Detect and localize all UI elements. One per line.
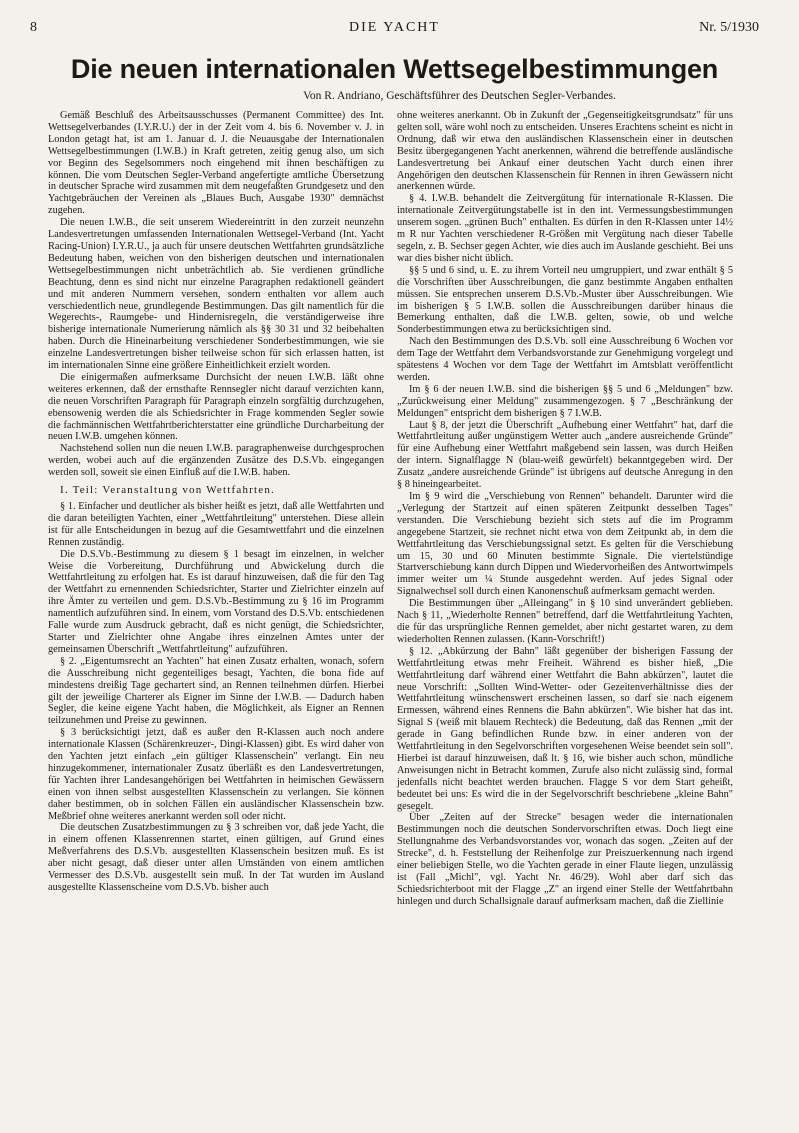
- running-header: [30, 20, 759, 40]
- paragraph: § 12. „Abkürzung der Bahn" läßt gegenüber der bisherigen Fassung der Wettfahrtleitung etwas mehr Freiheit. Während es bisher hieß, „Die Wettfahrtleitung darf während einer Wettfahrt die Bahn abkürzen", lautet die neue Vorschrift: „Sollten Wind-Wetter- oder Gezeitenverhältnisse dies der Wettfahrtleitung wünschenswert erscheinen lassen, so darf sie nach eigenem Ermessen, während eines Rennens die Bahn abkürzen". Wie bisher hat das int. Signal S (weiß mit blauem Rechteck) die Bedeutung, daß das Rennen „mit der gerade in Gang befindlichen Runde bzw. in einer anderen von der Wettfahrtleitung in den Segelvorschriften vorgesehenen Weise beendet sein soll". Hierbei ist darauf hinzuweisen, daß lt. § 16, wie bisher auch schon, mündliche Anweisungen nicht in Betracht kommen, Zurufe also nicht zulässig sind, formal jedenfalls nicht beachtet werden brauchen. Flagge S vor dem Start geheißt, bedeutet bei uns: Es wird die in der Segelvorschrift beschriebene „kleine Bahn" gesegelt.: [397, 645, 733, 812]
- magazine-title: DIE YACHT: [349, 20, 440, 35]
- paragraph: § 4. I.W.B. behandelt die Zeitvergütung für internationale R-Klassen. Die internationale Zeitvergütungstabelle ist in den int. Vermessungsbestimmungen unserem sogen. „grünen Buch" enthalten. Es dürfen in den R-Klassen unter 14½ m R nur Yachten verschiedener R-Größen mit Vergütung nach dieser Tabelle segeln, z. B. Sechser gegen Achter, wie dies auch im Auslande geschieht. Bei uns war dies bisher nicht üblich.: [397, 193, 733, 264]
- paragraph: Im § 9 wird die „Verschiebung von Rennen" behandelt. Darunter wird die „Verlegung der Startzeit auf einen späteren Zeitpunkt desselben Tages" verstanden. Die Verschiebung bezieht sich stets auf die im Programm angegebene Startzeit, sie rechnet nicht etwa von dem Zeitpunkt ab, in dem die Wettfahrtleitung das Verschiebungssignal setzt. Es gelten für die Verschiebung um 15, 30 und 60 Minuten bestimmte Signale. Die viertelstündige Startverschiebung kann durch Dippen und Wiedervorheißen des Antwortwimpels immer weiter um ¼ Stunde ausgedehnt werden. Auf jedes Signal oder Signalwechsel soll durch einen Kanonenschuß aufmerksam gemacht werden.: [397, 491, 733, 598]
- paragraph: Die einigermaßen aufmerksame Durchsicht der neuen I.W.B. läßt ohne weiteres erkennen, daß der ernsthafte Rennsegler nicht darauf verzichten kann, die neuen Vorschriften Paragraph für Paragraph einzeln sorgfältig durchzugehen, ebensowenig werden die als Schiedsrichter in Frage kommenden Segler sowie die fachmännischen Wettfahrtberichterstatter eine gründliche Durcharbeitung der neuen I.W.B. umgehen können.: [48, 371, 384, 443]
- paragraph: Die deutschen Zusatzbestimmungen zu § 3 schreiben vor, daß jede Yacht, die in einem offenen Klassenrennen startet, einen gültigen, auf Grund eines Meßverfahrens des D.S.Vb. ausgestellten Klassenschein besitzen muß. Es ist aber nicht gesagt, daß dieser unter allen Umständen von einem amtlichen Vermesser des D.S.Vb. ausgestellt sein muß. In der Tat wurden im Ausland ausgestellte Klassenscheine vom D.S.Vb. bisher auch: [48, 822, 384, 893]
- article-title: Die neuen internationalen Wettsegelbestimmungen: [70, 54, 719, 84]
- paragraph: Die neuen I.W.B., die seit unserem Wiedereintritt in den zurzeit neunzehn Landesvertretungen umfassenden Internationalen Wettsegel-Verband (Int. Yacht Racing-Union) I.Y.R.U., ja auch für unsere deutschen Wettfahrten grundsätzliche Bedeutung haben, weichen von den bisherigen deutschen und internationalen Wettsegelbestimmungen nicht unbeträchtlich ab. Sie verdienen gründliche Beachtung, denn es sind nicht nur einzelne Paragraphen redaktionell geändert und mit anderen Nummern versehen, sondern enthalten vor allem auch verschiedentlich neue, grundlegende Bestimmungen. Das gilt namentlich für die Wegerechts-, Raumgebe- und Hindernisregeln, die verständigerweise ihre bisherige internationale Numerierung nämlich als §§ 30 31 und 32 beibehalten haben. Durch die Hineinarbeitung verschiedener Sonderbestimmungen, wie sie einzelne Landesvertretungen bisher teilweise schon für sich erlassen hatten, ist im internationalen Sinne eine größere Einheitlichkeit erzielt worden.: [48, 217, 384, 372]
- section-heading: I. Teil: Veranstaltung von Wettfahrten.: [60, 484, 275, 497]
- article-byline: Von R. Andriano, Geschäftsführer des Deutschen Segler-Verbandes.: [303, 90, 616, 102]
- paragraph: § 1. Einfacher und deutlicher als bisher heißt es jetzt, daß alle Wettfahrten und die daran beteiligten Yachten, einer „Wettfahrtleitung" unterstehen. Diese allein ist für alle Entscheidungen in bezug auf die Gesamtwettfahrt und die einzelnen Rennen zuständig.: [48, 501, 384, 548]
- paragraph: Gemäß Beschluß des Arbeitsausschusses (Permanent Committee) des Int. Wettsegelverbandes (I.Y.R.U.) der in der Zeit vom 4. bis 6. November v. J. in London getagt hat, ist am 1. Januar d. J. die Neuausgabe der Internationalen Wettsegelbestimmungen (I.W.B.) in Kraft getreten, zeitig genug also, um sich vor Beginn des Segelsommers noch eingehend mit ihnen beschäftigen zu können. Die vom Deutschen Segler-Verband angefertigte amtliche Übersetzung in deutscher Sprache wird zusammen mit dem neugefaßten Grundgesetz und den Yachtgebräuchen der Vereinen als „Blaues Buch, Ausgabe 1930" demnächst zugehen.: [48, 110, 384, 217]
- paragraph: ohne weiteres anerkannt. Ob in Zukunft der „Gegenseitigkeitsgrundsatz" für uns gelten soll, wäre wohl noch zu entscheiden. Unseres Erachtens scheint es nicht in Ordnung, daß wir etwa den ausländischen Klassenschein einer in deutschen Besitz übergegangenen Yacht anerkennen, während die betreffende ausländische Landesvertretung bei Ankauf einer deutschen Yacht durch einen ihrer Angehörigen den deutschen Klassenschein für Rennen in ihren Gewässern nicht anerkennen würde.: [397, 110, 733, 193]
- paragraph: §§ 5 und 6 sind, u. E. zu ihrem Vorteil neu umgruppiert, und zwar enthält § 5 die Vorschriften über Ausschreibungen, die ganz bestimmte Angaben enthalten müssen. Sie entsprechen unserem D.S.Vb.-Muster über Ausschreibungen. Wie im bisherigen § 5 I.W.B. sollen die Ausschreibungen darüber hinaus die Bemerkung enthalten, daß die I.W.B. gelten, sowie, ob und welche Sonderbestimmungen etwa zu berücksichtigen sind.: [397, 264, 733, 336]
- paragraph: Laut § 8, der jetzt die Überschrift „Aufhebung einer Wettfahrt" hat, darf die Wettfahrtleitung außer ungünstigem Wetter auch „andere ausreichende Gründe" für eine Aufhebung einer Wettfahrt maßgebend sein lassen, was durch Heißen der intern. Signalflagge N (blau-weiß gewürfelt) bekanntgegeben wird. Der Zusatz „andere ausreichende Gründe" ist übrigens auf deutsche Anregung in den § 8 hineingearbeitet.: [397, 419, 733, 491]
- left-column: [48, 110, 384, 894]
- paragraph: Die Bestimmungen über „Alleingang" in § 10 sind unverändert geblieben. Nach § 11, „Wiederholte Rennen" betreffend, darf die Wettfahrtleitung Yachten, die für das ursprüngliche Rennen gemeldet, aber nicht gestartet waren, zu dem wiederholten Rennen zulassen. (Kann-Vorschrift!): [397, 598, 733, 645]
- paragraph: Im § 6 der neuen I.W.B. sind die bisherigen §§ 5 und 6 „Meldungen" bzw. „Zurückweisung einer Meldung" zusammengezogen. § 7 „Beschränkung der Meldungen" entspricht dem bisherigen § 7 I.W.B.: [397, 383, 733, 419]
- paragraph: § 3 berücksichtigt jetzt, daß es außer den R-Klassen auch noch andere internationale Klassen (Schärenkreuzer-, Dingi-Klassen) gibt. Es wird daher von den Yachten jetzt einfach „ein gültiger Klassenschein" verlangt. Ein neu hinzugekommener, internationaler Zusatz überläßt es den Landesvertretungen, für Yachten ihrer Landesangehörigen bei Wettfahrten in heimischen Gewässern einen von ihnen selbst ausgestellten Klassenschein zu verlangen. Sie können daher bestimmen, ob in solchen Fällen ein ausländischer Klassenschein bzw. Meßbrief ohne weiteres anerkannt werden soll oder nicht.: [48, 727, 384, 822]
- paragraph: Nach den Bestimmungen des D.S.Vb. soll eine Ausschreibung 6 Wochen vor dem Tage der Wettfahrt dem Verbandsvorstande zur Genehmigung vorgelegt und spätestens 4 Wochen vor dem Tage der Wettfahrt im Amtsblatt veröffentlicht werden.: [397, 336, 733, 383]
- right-column: [397, 110, 733, 908]
- paragraph: Über „Zeiten auf der Strecke" besagen weder die internationalen Bestimmungen noch die deutschen Sondervorschriften etwas. Doch liegt eine Stellungnahme des Verbandsvorstandes vor, wonach das sogen. „Zeiten auf der Strecke", d. h. Feststellung der Reihenfolge zur Preiszuerkennung nach irgend einer beliebigen Stelle, wo die Yachten gerade in einer Flaute liegen, unzulässig ist (Fall „Michl", vgl. Yacht Nr. 46/29). Wohl aber darf sich das Schiedsrichterboot mit der Flagge „Z" an irgend einer Stelle der Wettfahrtbahn hinlegen und durch Schallsignale darauf aufmerksam machen, daß die Ziellinie: [397, 812, 733, 907]
- paragraph: Die D.S.Vb.-Bestimmung zu diesem § 1 besagt im einzelnen, in welcher Weise die Vorbereitung, Durchführung und Abwickelung durch die Wettfahrtleitung zu erfolgen hat. Es ist darauf hinzuweisen, daß die für den Tag der Wettfahrt zu ernennenden Schiedsrichter, Starter und Zielrichter einzeln auf ihre Ämter zu verteilen und gem. D.S.Vb.-Bestimmung zu § 16 im Programm namentlich aufzuführen sind. In einem, vom Vorstand des D.S.Vb. entschiedenen Falle wurde zum Ausdruck gebracht, daß es nicht genügt, die Schiedsrichter, Starter und Zielrichter ohne Angabe ihres einzelnen Amtes unter der gemeinsamen Überschrift „Wettfahrtleitung" aufzuführen.: [48, 548, 384, 655]
- paragraph: Nachstehend sollen nun die neuen I.W.B. paragraphenweise durchgesprochen werden, wobei auch auf die ergänzenden Zusätze des D.S.Vb. eingegangen werden soll, soweit sie einen Einfluß auf die I.W.B. haben.: [48, 443, 384, 479]
- page-number: 8: [30, 20, 37, 35]
- paragraph: § 2. „Eigentumsrecht an Yachten" hat einen Zusatz erhalten, wonach, sofern die Ausschreibung nicht gegenteiliges besagt, Yachten, die bona fide auf mindestens dreißig Tage gechartert sind, an Rennen teilnehmen dürfen. Hierbei gilt der jeweilige Charterer als Eigner im Sinne der I.W.B. — Dadurch haben Segler, die keine eigene Yacht haben, die Möglichkeit, als Eigner an Rennen teilzunehmen und Preise zu gewinnen.: [48, 655, 384, 727]
- issue-number: Nr. 5/1930: [699, 20, 759, 35]
